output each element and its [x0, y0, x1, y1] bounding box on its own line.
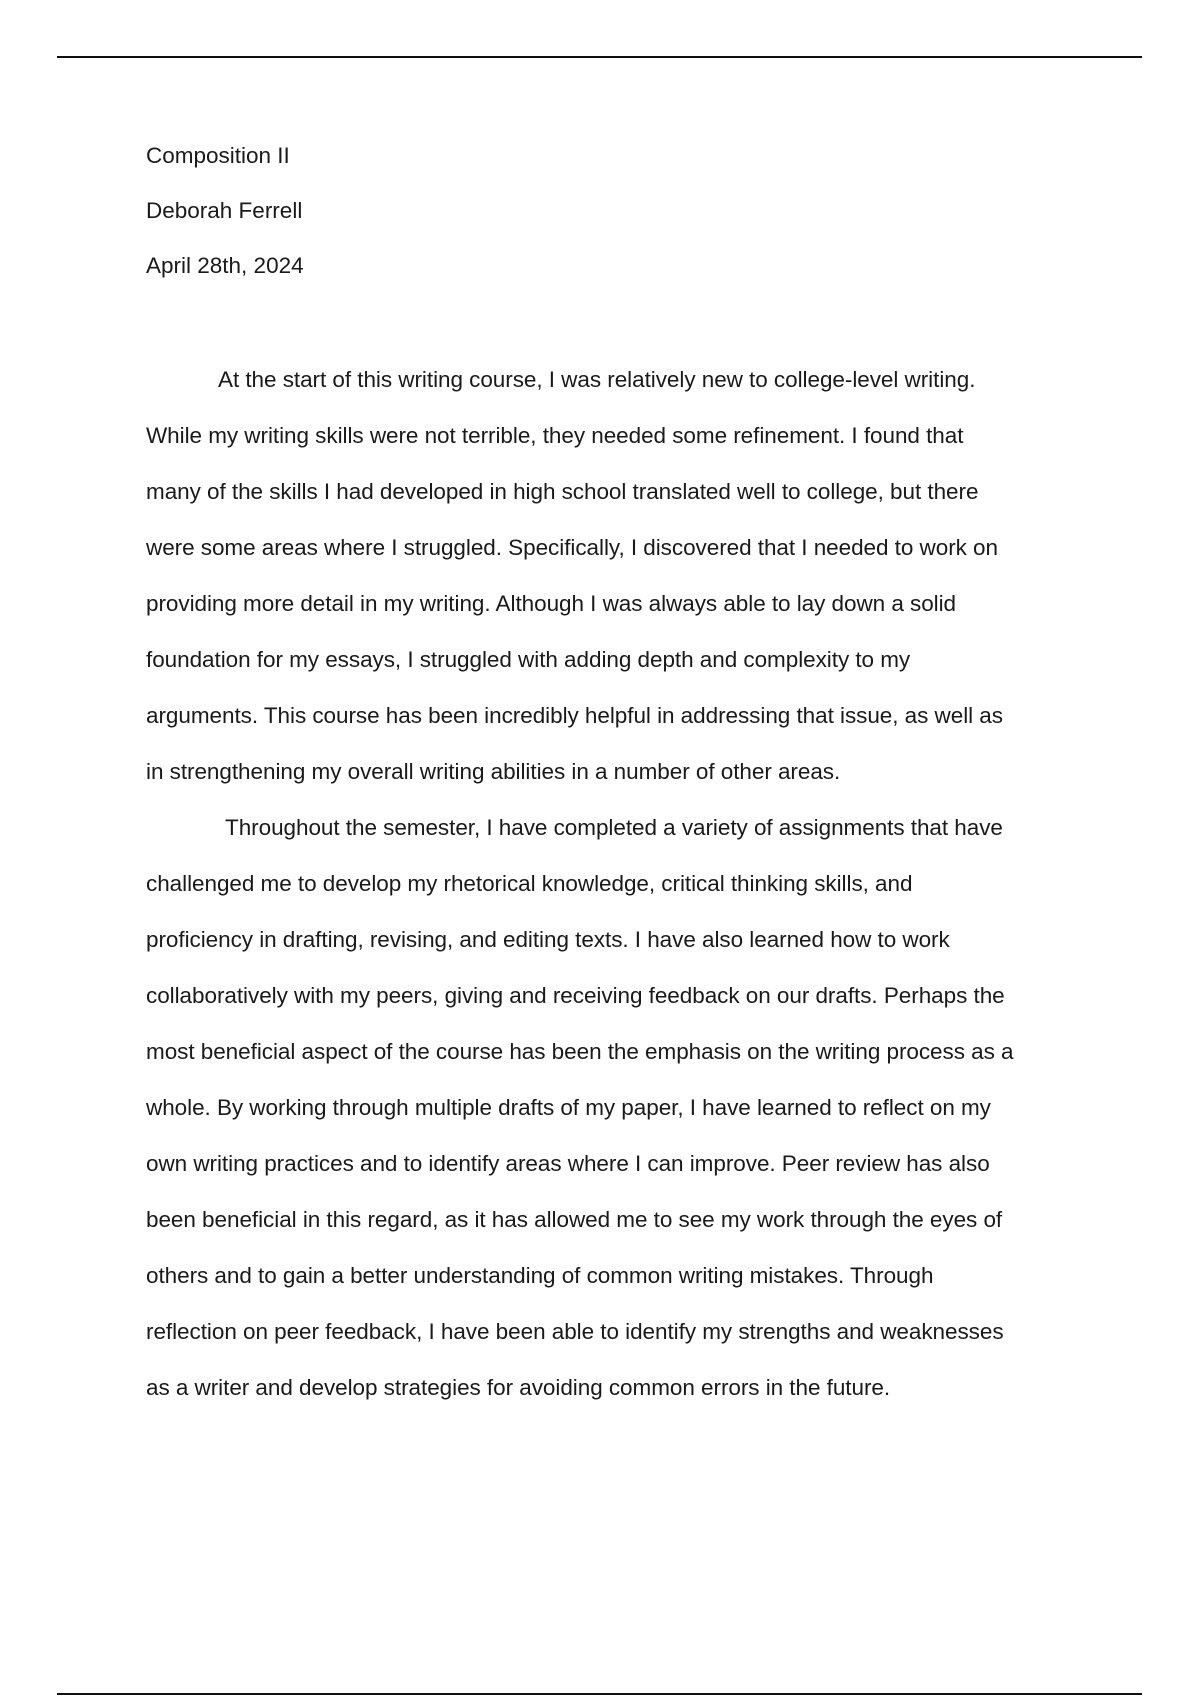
document-date: April 28th, 2024: [146, 253, 304, 278]
course-name: Composition II: [146, 143, 290, 168]
text-line: many of the skills I had developed in high school translated well to college, but there: [146, 479, 979, 504]
text-line: While my writing skills were not terrible, they needed some refinement. I found that: [146, 423, 964, 448]
text-line: as a writer and develop strategies for avoiding common errors in the future.: [146, 1375, 891, 1400]
text-line: reflection on peer feedback, I have been able to identify my strengths and weaknesses: [146, 1319, 1004, 1344]
text-line: most beneficial aspect of the course has been the emphasis on the writing process as a: [146, 1039, 1014, 1064]
text-line: arguments. This course has been incredibly helpful in addressing that issue, as well as: [146, 703, 1003, 728]
top-rule: [57, 56, 1142, 58]
text-line: At the start of this writing course, I was relatively new to college-level writing.: [218, 367, 976, 392]
text-line: proficiency in drafting, revising, and editing texts. I have also learned how to work: [146, 927, 950, 952]
paragraph-1: [146, 366, 1086, 814]
text-line: own writing practices and to identify areas where I can improve. Peer review has also: [146, 1151, 990, 1176]
essay-body: [146, 366, 1086, 1430]
author-name: Deborah Ferrell: [146, 198, 303, 223]
text-line: challenged me to develop my rhetorical knowledge, critical thinking skills, and: [146, 871, 913, 896]
text-line: been beneficial in this regard, as it has allowed me to see my work through the eyes of: [146, 1207, 1003, 1232]
bottom-rule: [57, 1693, 1142, 1695]
text-line: in strengthening my overall writing abilities in a number of other areas.: [146, 759, 841, 784]
heading-block: [146, 142, 1086, 280]
paragraph-2: [146, 814, 1086, 1430]
text-line: others and to gain a better understanding of common writing mistakes. Through: [146, 1263, 934, 1288]
text-line: foundation for my essays, I struggled with adding depth and complexity to my: [146, 647, 911, 672]
text-line: whole. By working through multiple drafts of my paper, I have learned to reflect on my: [146, 1095, 991, 1120]
text-line: Throughout the semester, I have completed a variety of assignments that have: [225, 815, 1003, 840]
text-line: were some areas where I struggled. Specifically, I discovered that I needed to work on: [146, 535, 998, 560]
text-line: providing more detail in my writing. Although I was always able to lay down a solid: [146, 591, 957, 616]
text-line: collaboratively with my peers, giving and receiving feedback on our drafts. Perhaps the: [146, 983, 1005, 1008]
